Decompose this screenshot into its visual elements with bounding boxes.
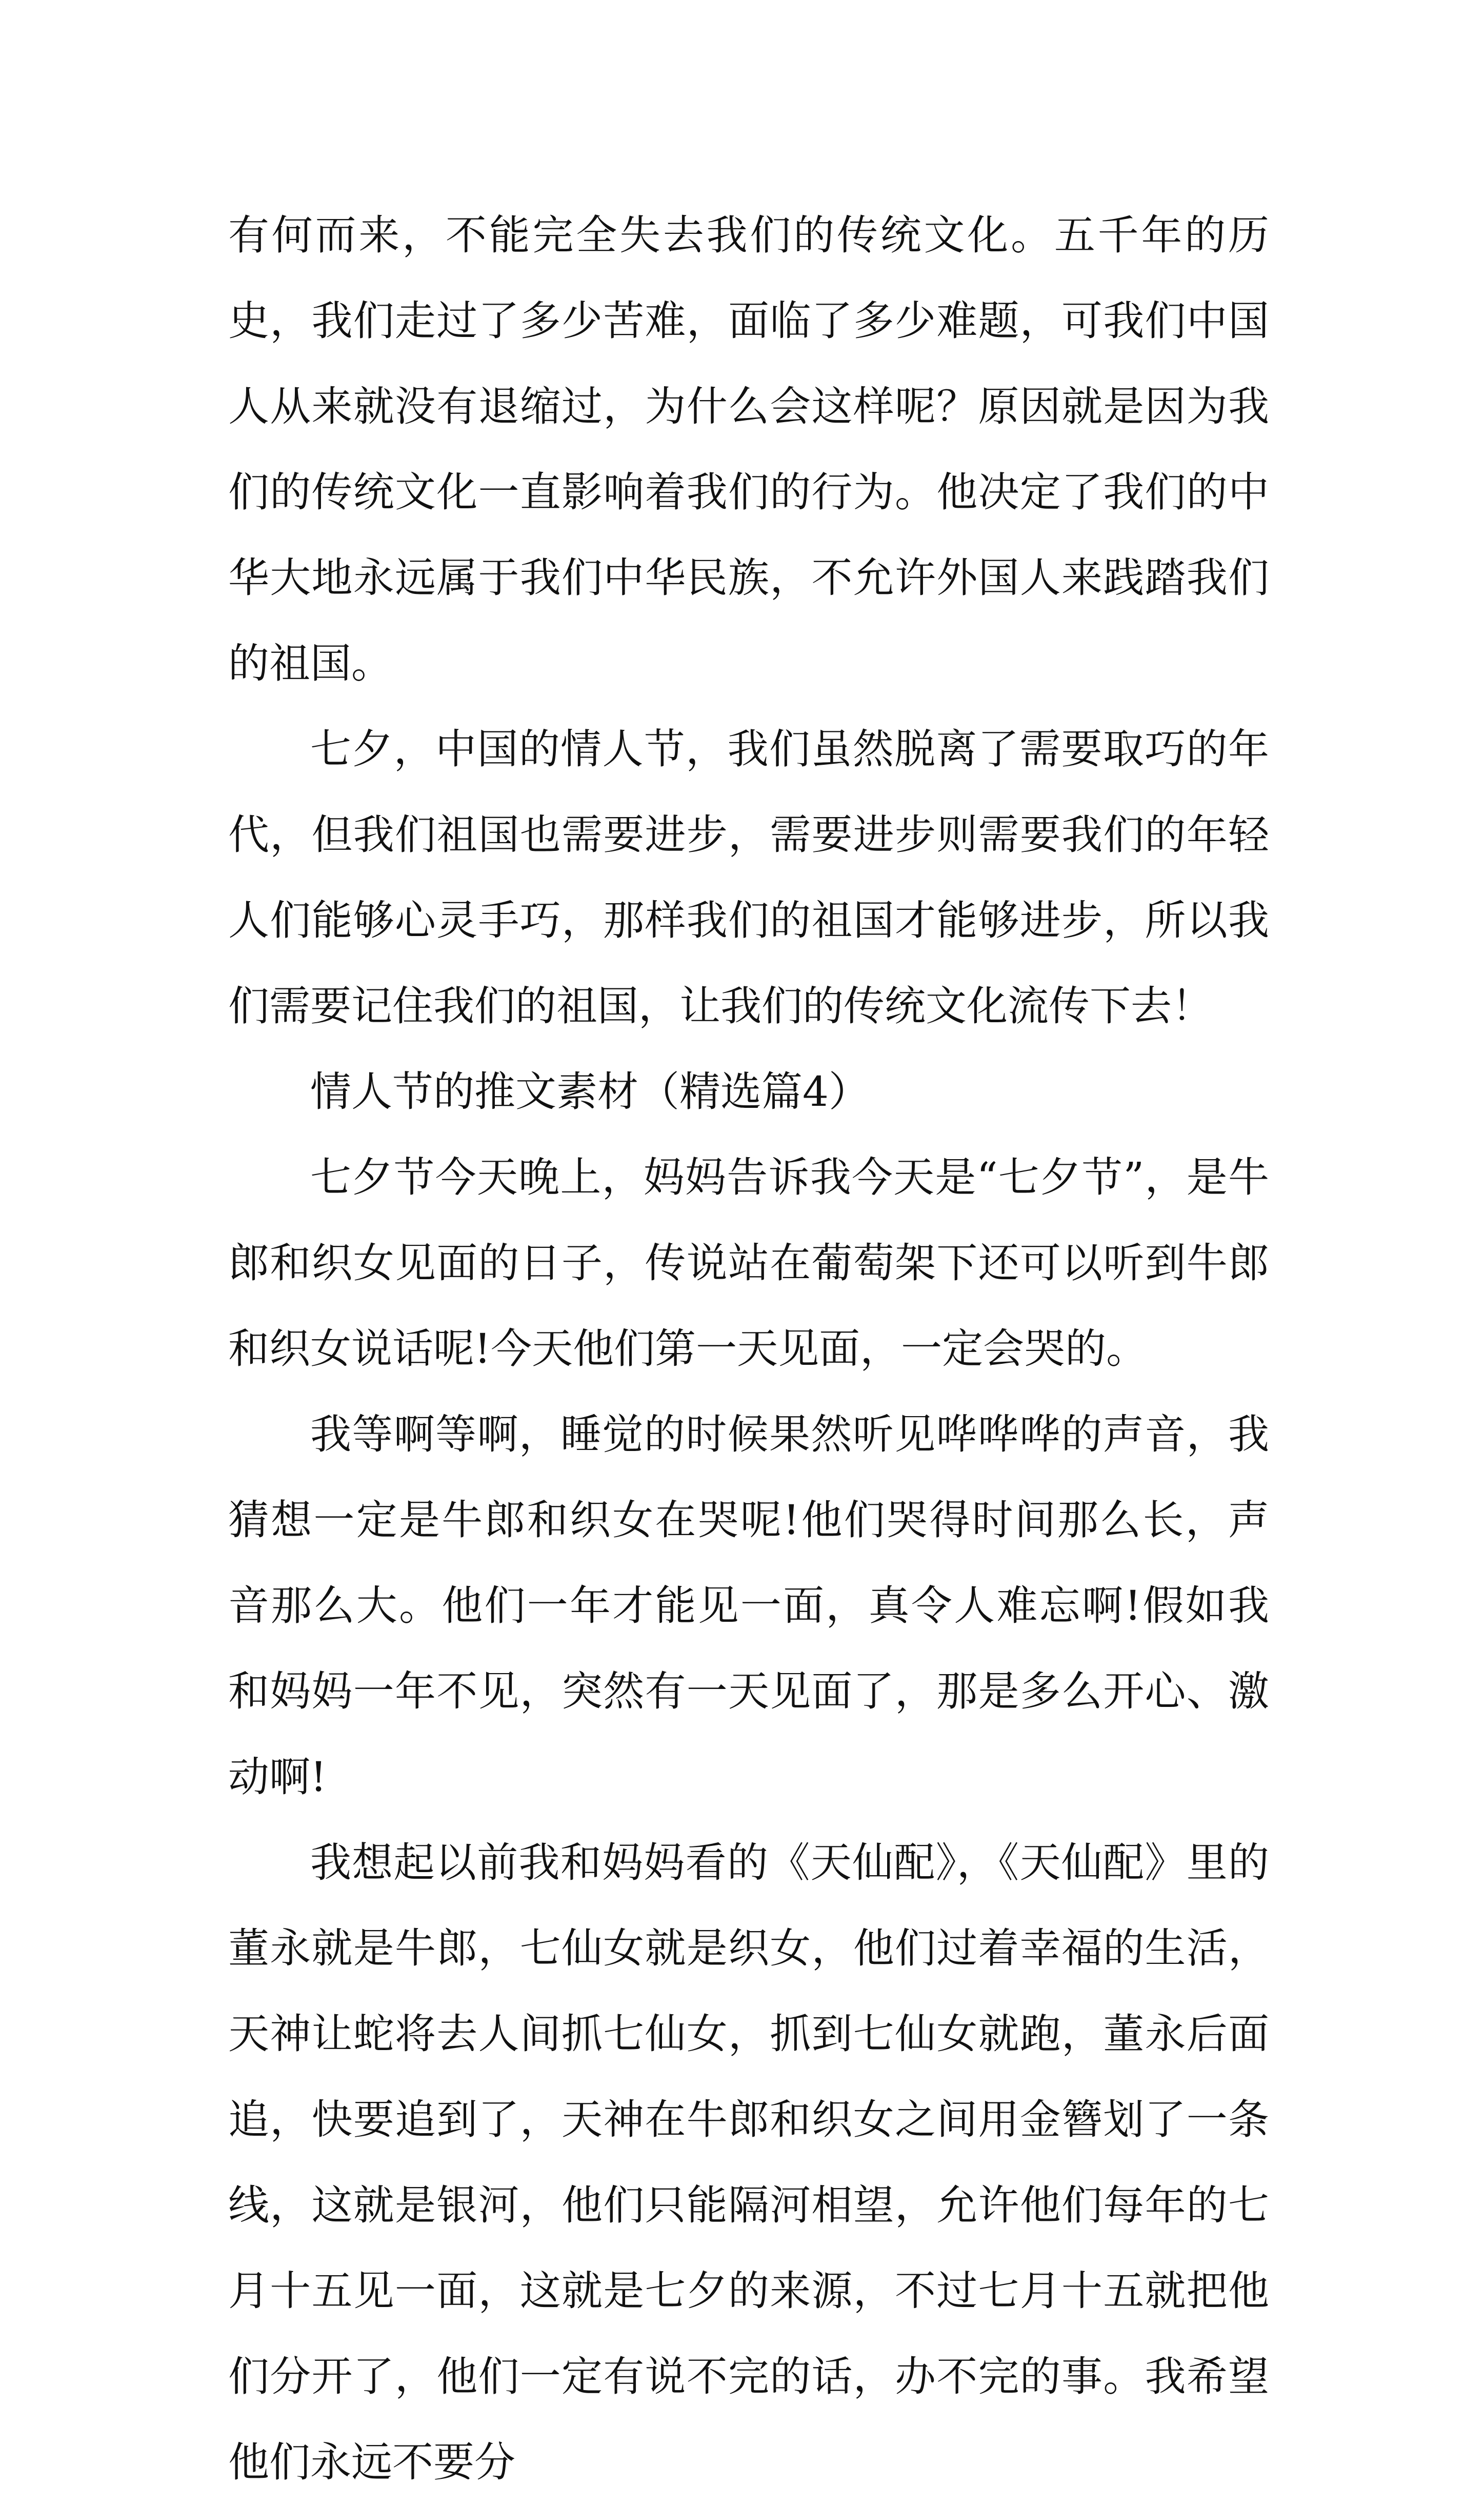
paragraph-qixi-festival: 七夕，中国的情人节，我们虽然脱离了需要取巧的年代，但我们祖国也需要进步，需要进步则需要我们的年轻人们能够心灵手巧，那样我们的祖国才能够进步，所以我们需要记住我们的祖国，让我们的传统文化流传下去！: [228, 725, 1269, 1030]
paragraph-waiting: 我等啊等啊，睡觉的时候果然听见哗哗哗的声音，我猜想一定是牛郎和织女在哭呢!他们哭得时间那么长，声音那么大。他们一年才能见一面，真令人难忘啊!假如我和妈妈一年不见，突然有一天见面了，那是多么开心、激动啊!: [228, 1410, 1269, 1801]
document-body: [228, 192, 1269, 2505]
paragraph-tianxianpei: 我想起以前我和妈妈看的《天仙配》，《天仙配》里的董永就是牛郎，七仙女就是织女，他们过着幸福的生活，天神让蛇将去人间抓七仙女，抓到七仙女就跑，董永后面追，快要追到了，天神在牛郎和织女之间用金簪划了一条线，这就是银河，他们只能隔河相望，允许他们每年的七月十五见一面，这就是七夕的来源，不过七月十五就把他们分开了，他们一定有说不完的话，办不完的事。我希望他们永远不要分: [228, 1839, 1269, 2486]
paragraph-qixi-evening: 七夕节今天晚上，妈妈告诉我今天是“七夕节”，是牛郎和织女见面的日子，传说站在葡萄架下还可以听到牛郎和织女说话呢!今天他们第一天见面，一定会哭的。: [228, 1154, 1269, 1373]
paragraph-continuation: 有何而来，不能完全失去我们的传统文化。五千年的历史，我们走过了多少苦难，面临了多少难题，可我们中国人从来就没有退缩过，为什么会这样呢？原因就是因为我们的传统文化一直影响着我们的行为。他决定了我们的中华大地永远属于我们中华民族，不允许外国人来践踏我们的祖国。: [228, 211, 1269, 687]
section-heading: 情人节的推文素材（精选篇4）: [310, 1068, 870, 1116]
